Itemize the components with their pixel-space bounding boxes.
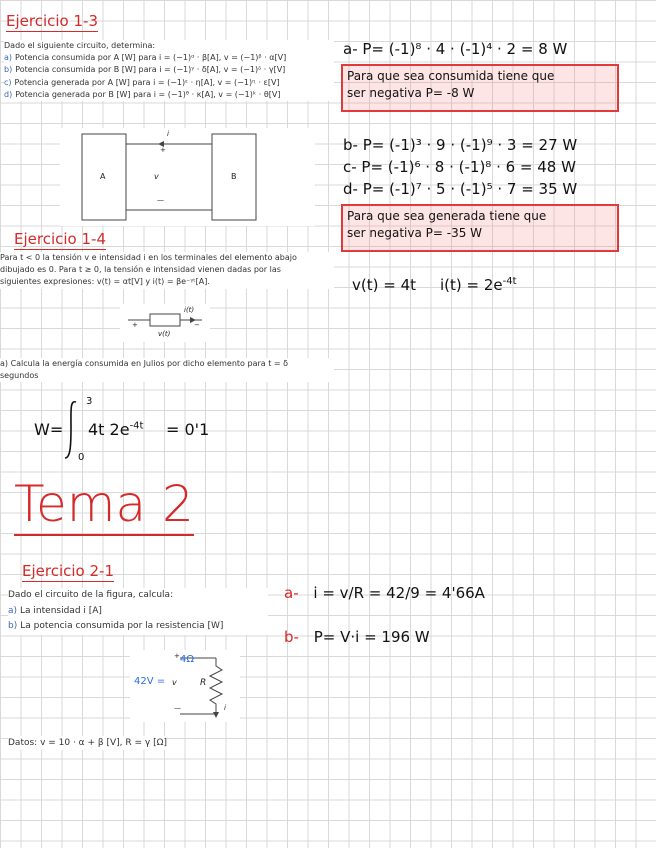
list-item: b) La potencia consumida por la resistencia [W] <box>8 621 224 631</box>
handwritten-voltage: v(t) = 4t <box>352 276 416 294</box>
resistor-i-printed: i <box>224 704 226 712</box>
exercise-1-3-title: Ejercicio 1-3 <box>6 12 98 30</box>
list-item: b) Potencia consumida por B [W] para i = (−1)ᵞ · δ[A], v = (−1)ᵟ · γ[V] <box>4 65 286 75</box>
resistor-circuit-figure <box>130 650 240 722</box>
circuit-plus: + <box>160 146 166 154</box>
exercise-2-1-title: Ejercicio 2-1 <box>22 562 114 580</box>
element-plus: + <box>132 321 138 329</box>
element-voltage-label: v(t) <box>158 330 171 338</box>
list-item: c) Potencia generada por A [W] para i = (−1)ᵋ · η[A], v = (−1)ᶯ · ε[V] <box>4 77 280 87</box>
answer-2-1-a: a- i = v/R = 42/9 = 4'66A <box>284 584 485 602</box>
answer-1-3-d: d- P= (-1)⁷ · 5 · (-1)⁵ · 7 = 35 W <box>343 180 578 198</box>
exercise-2-1-statement: Dado el circuito de la figura, calcula: a) La intensidad i [A] b) La potencia consumida por la resistencia [W] <box>8 588 268 635</box>
resistor-minus: — <box>174 704 181 712</box>
list-item: a) La intensidad i [A] <box>8 605 102 616</box>
element-figure <box>120 304 210 342</box>
exercise-1-3-statement <box>4 40 334 101</box>
circuit-label-i: i <box>167 130 169 138</box>
resistor-r-printed: R <box>200 678 207 688</box>
exercise-1-4-question: a) Calcula la energía consumida en Julios por dicho elemento para t = δ segundos <box>0 358 334 382</box>
resistor-plus: + <box>174 652 180 660</box>
circuit-label-v: v <box>154 172 159 181</box>
tema-2-heading: Tema 2 <box>14 474 194 536</box>
energy-integral: W= 3 0 4t $2e^{-4t}$ = 0'1 <box>34 396 210 463</box>
answer-1-3-a: a- P= (-1)⁸ · 4 · (-1)⁴ · 2 = 8 W <box>343 40 568 58</box>
answer-2-1-b: b- P= V·i = 196 W <box>284 628 430 646</box>
exercise-1-4-statement: Para t < 0 la tensión v e intensidad i en los terminales del elemento abajo dibujado es 0. Para t ≥ 0, la tensión e intensidad vienen dadas por las siguientes expresiones: v(t) = αt[V] y i(t) = βe⁻ᵞᵗ[A]. <box>0 252 334 289</box>
resistor-v-printed: v <box>172 678 177 687</box>
element-minus: − <box>194 321 200 329</box>
circuit-label-a: A <box>100 172 106 181</box>
element-current-label: i(t) <box>184 306 195 314</box>
list-item: a) Potencia consumida por A [W] para i = (−1)ᵅ · β[A], v = (−1)ᵝ · α[V] <box>4 53 287 63</box>
statement-intro: Dado el siguiente circuito, determina: <box>4 41 156 50</box>
answer-box-generated: Para que sea generada tiene que ser negativa P= -35 W <box>341 204 619 252</box>
circuit-a-b-diagram <box>60 128 315 226</box>
handwritten-current: $i(t) = 2e^{-4t}$ <box>440 276 517 294</box>
circuit-label-b: B <box>231 172 237 181</box>
handwritten-resistance-value: 4Ω <box>180 654 195 665</box>
circuit-a-b-figure <box>60 128 315 226</box>
exercise-1-4-title: Ejercicio 1-4 <box>14 230 106 248</box>
circuit-minus: — <box>157 196 164 204</box>
answer-box-consumed: Para que sea consumida tiene que ser negativa P= -8 W <box>341 64 619 112</box>
exercise-2-1-data: Datos: v = 10 · α + β [V], R = γ [Ω] <box>8 738 167 748</box>
answer-1-3-b: b- P= (-1)³ · 9 · (-1)⁹ · 3 = 27 W <box>343 136 578 154</box>
handwritten-voltage-value: 42V = <box>134 676 166 687</box>
answer-1-3-c: c- P= (-1)⁶ · 8 · (-1)⁸ · 6 = 48 W <box>343 158 576 176</box>
list-item: d) Potencia generada por B [W] para i = (−1)ᶿ · κ[A], v = (−1)ᵏ · θ[V] <box>4 89 281 99</box>
